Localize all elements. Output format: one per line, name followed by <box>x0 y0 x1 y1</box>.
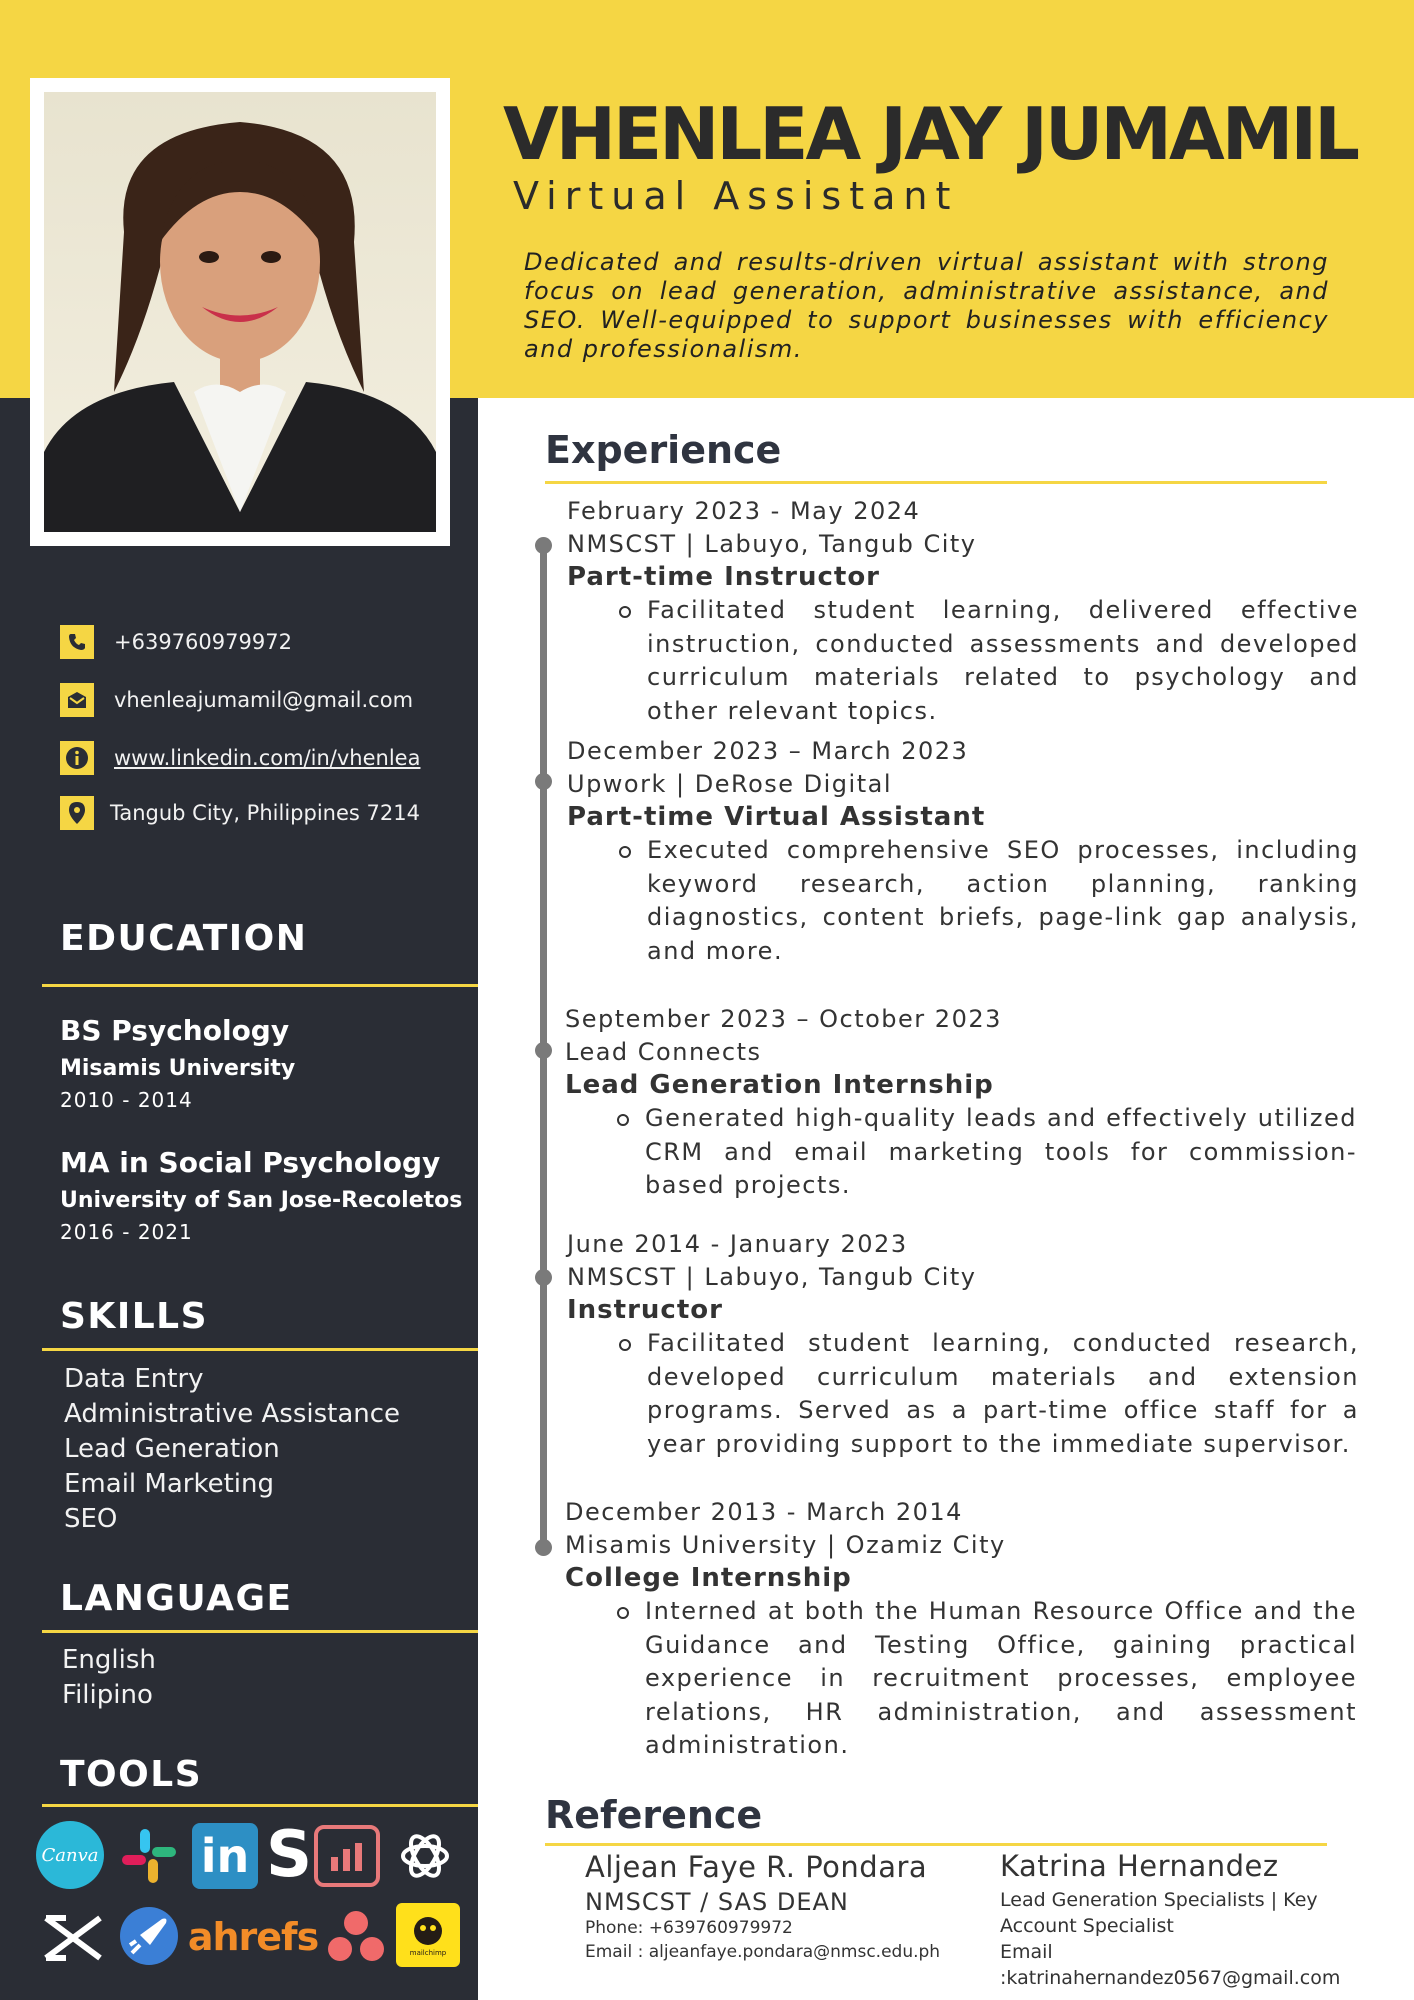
job-description: Interned at both the Human Resource Office and the Guidance and Testing Office, gaining practical experience in recruitment processes, employee relations, HR administration, and assessment administration. <box>645 1595 1357 1763</box>
education-school: Misamis University <box>60 1056 296 1081</box>
contact-email <box>60 682 413 718</box>
capcut-icon <box>40 1905 106 1971</box>
reference-phone: Phone: +639760979972 <box>585 1918 793 1938</box>
experience-heading: Experience <box>545 428 782 472</box>
slack-icon <box>116 1823 182 1889</box>
chatgpt-icon <box>392 1823 458 1889</box>
job-organization: Lead Connects <box>565 1038 762 1066</box>
experience-item <box>565 1003 1357 1203</box>
language-item: English <box>62 1645 156 1675</box>
language-divider <box>42 1630 478 1633</box>
profile-photo <box>44 92 436 532</box>
timeline-dot <box>535 1269 552 1286</box>
linkedin-link[interactable]: www.linkedin.com/in/vhenlea <box>114 746 421 770</box>
reference-role: Lead Generation Specialists | Key Account Specialist <box>1000 1889 1318 1937</box>
candidate-role: Virtual Assistant <box>513 174 959 218</box>
contact-location <box>60 795 420 831</box>
canva-icon: Canva <box>36 1821 104 1889</box>
job-organization: Upwork | DeRose Digital <box>567 770 892 798</box>
experience-item <box>567 1228 1359 1461</box>
email-icon <box>60 683 94 717</box>
reference-name: Katrina Hernandez <box>1000 1849 1279 1883</box>
timeline-dot <box>535 1539 552 1556</box>
linkedin-icon: in <box>192 1823 258 1889</box>
skills-heading: SKILLS <box>60 1296 209 1337</box>
job-organization: NMSCST | Labuyo, Tangub City <box>567 530 977 558</box>
timeline-dot <box>535 773 552 790</box>
education-degree: BS Psychology <box>60 1014 290 1047</box>
language-item: Filipino <box>62 1680 153 1710</box>
location-pin-icon <box>60 796 94 830</box>
education-degree: MA in Social Psychology <box>60 1146 441 1179</box>
tools-heading: TOOLS <box>60 1754 203 1795</box>
reference-heading: Reference <box>545 1793 763 1837</box>
rocket-icon <box>116 1903 182 1969</box>
semrush-icon: S <box>265 1818 313 1892</box>
mailchimp-icon: mailchimp <box>396 1903 460 1967</box>
job-date: June 2014 - January 2023 <box>567 1230 908 1258</box>
job-title: Instructor <box>567 1295 723 1325</box>
candidate-name: VHENLEA JAY JUMAMIL <box>503 92 1358 176</box>
reference-role: NMSCST / SAS DEAN <box>585 1888 849 1916</box>
reference-email: Email : aljeanfaye.pondara@nmsc.edu.ph <box>585 1942 941 1962</box>
job-description: Facilitated student learning, delivered effective instruction, conducted assessments and developed curriculum materials related to psychology and other relevant topics. <box>647 594 1359 728</box>
experience-divider <box>545 481 1327 484</box>
reference-card <box>1000 1849 1390 1991</box>
contact-email-text[interactable]: vhenleajumamil@gmail.com <box>114 688 414 712</box>
tools-divider <box>42 1804 478 1807</box>
skills-list <box>64 1362 400 1537</box>
reference-email: Email :katrinahernandez0567@gmail.com <box>1000 1941 1341 1989</box>
info-icon <box>60 741 94 775</box>
skill-item: Lead Generation <box>64 1434 280 1464</box>
reference-divider <box>545 1843 1327 1846</box>
skill-item: Email Marketing <box>64 1469 274 1499</box>
job-title: Part-time Virtual Assistant <box>567 802 986 832</box>
education-divider <box>42 984 478 987</box>
contact-phone-text: +639760979972 <box>114 630 292 654</box>
job-organization: Misamis University | Ozamiz City <box>565 1531 1006 1559</box>
experience-item <box>567 735 1359 968</box>
experience-item <box>567 495 1359 728</box>
education-years: 2016 - 2021 <box>60 1220 193 1244</box>
skill-item: SEO <box>64 1504 118 1534</box>
education-school: University of San Jose-Recoletos <box>60 1188 463 1213</box>
contact-location-text: Tangub City, Philippines 7214 <box>110 801 420 825</box>
education-heading: EDUCATION <box>60 918 308 959</box>
person-illustration <box>44 92 436 532</box>
job-date: February 2023 - May 2024 <box>567 497 921 525</box>
profile-summary: Dedicated and results-driven virtual assistant with strong focus on lead generation, administrative assistance, and SEO. Well-equipped to support businesses with efficiency and professionalism. <box>524 248 1329 363</box>
job-date: December 2013 - March 2014 <box>565 1498 963 1526</box>
language-list <box>62 1643 156 1713</box>
job-description: Executed comprehensive SEO processes, including keyword research, action planning, ranking diagnostics, content briefs, page-link gap analysis, and more. <box>647 834 1359 968</box>
job-description: Generated high-quality leads and effectively utilized CRM and email marketing tools for commission-based projects. <box>645 1102 1357 1203</box>
skill-item: Data Entry <box>64 1364 204 1394</box>
education-years: 2010 - 2014 <box>60 1088 193 1112</box>
profile-photo-frame <box>30 78 450 546</box>
job-organization: NMSCST | Labuyo, Tangub City <box>567 1263 977 1291</box>
contact-linkedin <box>60 740 420 776</box>
phone-icon <box>60 625 94 659</box>
analytics-icon <box>314 1825 380 1887</box>
timeline-dot <box>535 1042 552 1059</box>
asana-icon <box>324 1907 388 1967</box>
job-title: Part-time Instructor <box>567 562 881 592</box>
experience-item <box>565 1496 1357 1763</box>
language-heading: LANGUAGE <box>60 1578 293 1619</box>
timeline-dot <box>535 537 552 554</box>
job-date: September 2023 – October 2023 <box>565 1005 1002 1033</box>
reference-name: Aljean Faye R. Pondara <box>585 1850 928 1884</box>
job-date: December 2023 – March 2023 <box>567 737 969 765</box>
reference-card <box>585 1850 940 1964</box>
ahrefs-icon: ahrefs <box>187 1915 319 1959</box>
contact-phone <box>60 624 292 660</box>
job-description: Facilitated student learning, conducted research, developed curriculum materials and extension programs. Served as a part-time office staff for a year providing support to the immediate supervisor. <box>647 1327 1359 1461</box>
skill-item: Administrative Assistance <box>64 1399 401 1429</box>
skills-divider <box>42 1348 478 1351</box>
job-title: College Internship <box>565 1563 852 1593</box>
job-title: Lead Generation Internship <box>565 1070 994 1100</box>
tools-grid <box>32 1815 472 1975</box>
